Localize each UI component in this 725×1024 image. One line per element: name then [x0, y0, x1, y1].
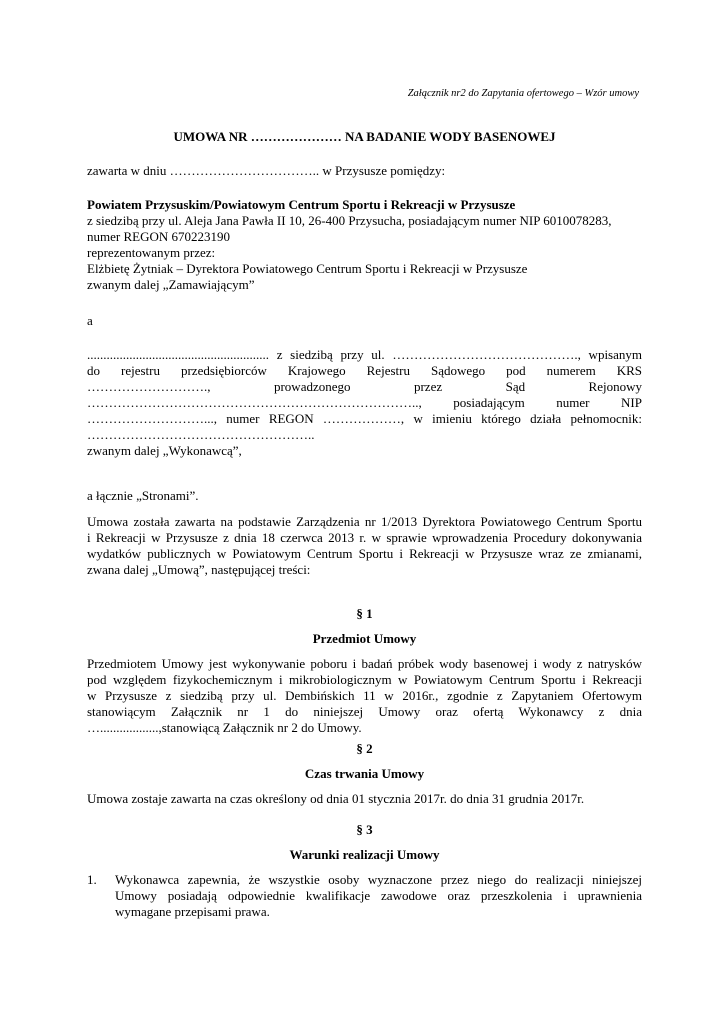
section-line: Umowa zostaje zawarta na czas określony od dnia 01 stycznia 2017r. do dnia 31 grudnia 2017r.	[87, 791, 585, 806]
section-number: § 3	[356, 822, 373, 837]
party1-details	[87, 213, 611, 293]
section-heading: Warunki realizacji Umowy	[289, 847, 440, 862]
party1-line: Elżbietę Żytniak – Dyrektora Powiatowego Centrum Sportu i Rekreacji w Przysusze	[87, 261, 528, 276]
section-line: Przedmiotem Umowy jest wykonywanie poboru i badań próbek wody basenowej i wody z natrysków	[87, 656, 642, 671]
section-heading: Przedmiot Umowy	[312, 631, 417, 646]
party2-line: ……………………………………………..	[87, 427, 315, 442]
section-line: …..................,stanowiącą Załącznik nr 2 do Umowy.	[87, 720, 362, 735]
party2-line: ………………………………………………………………….., posiadającym numer NIP	[87, 395, 642, 410]
basis-line: i Rekreacji w Przysusze z dnia 18 czerwca 2013 r. w sprawie wprowadzenia Procedury dokonywania	[87, 530, 642, 545]
attachment-note: Załącznik nr2 do Zapytania ofertowego – Wzór umowy	[407, 88, 639, 99]
section-number: § 2	[356, 741, 373, 756]
party2-details	[87, 347, 642, 459]
list-item-line: Wykonawca zapewnia, że wszystkie osoby wyznaczone przez niego do realizacji niniejszej	[115, 872, 642, 887]
party2-line: ........................................................ z siedzibą przy ul. ……………………………………., wpisanym	[87, 347, 642, 362]
list-item	[115, 872, 642, 920]
party1-line: z siedzibą przy ul. Aleja Jana Pawła II 10, 26-400 Przysucha, posiadającym numer NIP 6010078283,	[87, 213, 612, 228]
list-item-line: wymagane przepisami prawa.	[115, 904, 270, 919]
jointly-line: a łącznie „Stronami”.	[87, 488, 199, 503]
party2-line: do rejestru przedsiębiorców Krajowego Rejestru Sądowego pod numerem KRS	[87, 363, 642, 378]
party1-line: zwanym dalej „Zamawiającym”	[87, 277, 255, 292]
and-word: a	[87, 313, 93, 328]
party1-line: reprezentowanym przez:	[87, 245, 216, 260]
section-line: pod względem fizykochemicznym i mikrobiologicznym w Powiatowym Centrum Sportu i Rekreacji	[87, 672, 642, 687]
list-item-line: Umowy posiadają odpowiednie kwalifikacje zawodowe oraz przeszkolenia i uprawnienia	[115, 888, 642, 903]
basis-paragraph	[87, 514, 642, 578]
basis-line: wydatków publicznych w Powiatowym Centrum Sportu i Rekreacji w Przysusze wraz ze zmianami,	[87, 546, 642, 561]
section-line: stanowiącym Załącznik nr 1 do niniejszej Umowy oraz ofertą Wykonawcy z dnia	[87, 704, 642, 719]
party1-line: numer REGON 670223190	[87, 229, 230, 244]
section-body	[87, 656, 642, 736]
basis-line: Umowa została zawarta na podstawie Zarządzenia nr 1/2013 Dyrektora Powiatowego Centrum Sportu	[87, 514, 642, 529]
party2-line: ………………………., prowadzonego przez Sąd Rejonowy	[87, 379, 642, 394]
section-heading: Czas trwania Umowy	[304, 766, 425, 781]
list-marker: 1.	[87, 872, 97, 887]
document-title: UMOWA NR ………………… NA BADANIE WODY BASENOWEJ	[173, 129, 556, 144]
party2-line: ………………………..., numer REGON ………………, w imieniu którego działa pełnomocnik:	[87, 411, 642, 426]
party1-name: Powiatem Przysuskim/Powiatowym Centrum Sportu i Rekreacji w Przysusze	[87, 197, 516, 212]
basis-line: zwana dalej „Umową”, następującej treści:	[87, 562, 311, 577]
concluded-line: zawarta w dniu …………………………….. w Przysusze pomiędzy:	[87, 163, 446, 178]
party2-line: zwanym dalej „Wykonawcą”,	[87, 443, 242, 458]
section-line: w Przysusze z siedzibą przy ul. Dembińskich 11 w 2016r., zgodnie z Zapytaniem Ofertowym	[87, 688, 642, 703]
section-number: § 1	[356, 606, 373, 621]
